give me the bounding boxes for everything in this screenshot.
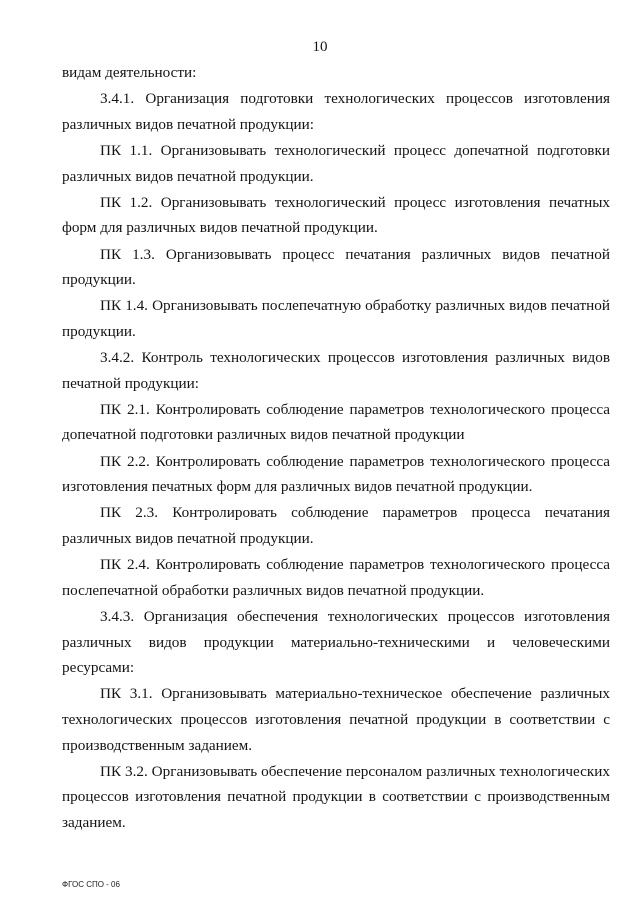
competency-pk-2-2: ПК 2.2. Контролировать соблюдение параметров технологического процесса изготовления печатных форм для различных видов печатной продукции. <box>62 452 610 496</box>
section-heading-3-4-1: 3.4.1. Организация подготовки технологических процессов изготовления различных видов печатной продукции: <box>62 90 610 133</box>
competency-pk-2-1: ПК 2.1. Контролировать соблюдение параметров технологического процесса допечатной подготовки различных видов печатной продукции <box>62 400 610 444</box>
competency-pk-3-2: ПК 3.2. Организовывать обеспечение персоналом различных технологических процессов изготовления печатной продукции в соответствии с производственным заданием. <box>62 762 610 831</box>
competency-pk-3-1: ПК 3.1. Организовывать материально-техническое обеспечение различных технологических процессов изготовления печатной продукции в соответствии с производственным заданием. <box>62 685 610 754</box>
footer-code: ФГОС СПО - 06 <box>62 880 120 889</box>
document-body <box>62 60 610 836</box>
page-number: 10 <box>312 39 328 55</box>
paragraph: видам деятельности: <box>62 64 197 81</box>
competency-pk-1-2: ПК 1.2. Организовывать технологический процесс изготовления печатных форм для различных видов печатной продукции. <box>62 193 610 237</box>
section-heading-3-4-2: 3.4.2. Контроль технологических процессов изготовления различных видов печатной продукции: <box>62 349 610 392</box>
competency-pk-2-4: ПК 2.4. Контролировать соблюдение параметров технологического процесса послепечатной обработки различных видов печатной продукции. <box>62 556 610 599</box>
competency-pk-2-3: ПК 2.3. Контролировать соблюдение параметров процесса печатания различных видов печатной продукции. <box>62 504 610 548</box>
competency-pk-1-4: ПК 1.4. Организовывать послепечатную обработку различных видов печатной продукции. <box>62 297 610 340</box>
section-heading-3-4-3: 3.4.3. Организация обеспечения технологических процессов изготовления различных видов продукции материально-техническими и человеческими ресурсами: <box>62 608 610 677</box>
competency-pk-1-3: ПК 1.3. Организовывать процесс печатания различных видов печатной продукции. <box>62 245 610 289</box>
competency-pk-1-1: ПК 1.1. Организовывать технологический процесс допечатной подготовки различных видов печатной продукции. <box>62 141 610 185</box>
